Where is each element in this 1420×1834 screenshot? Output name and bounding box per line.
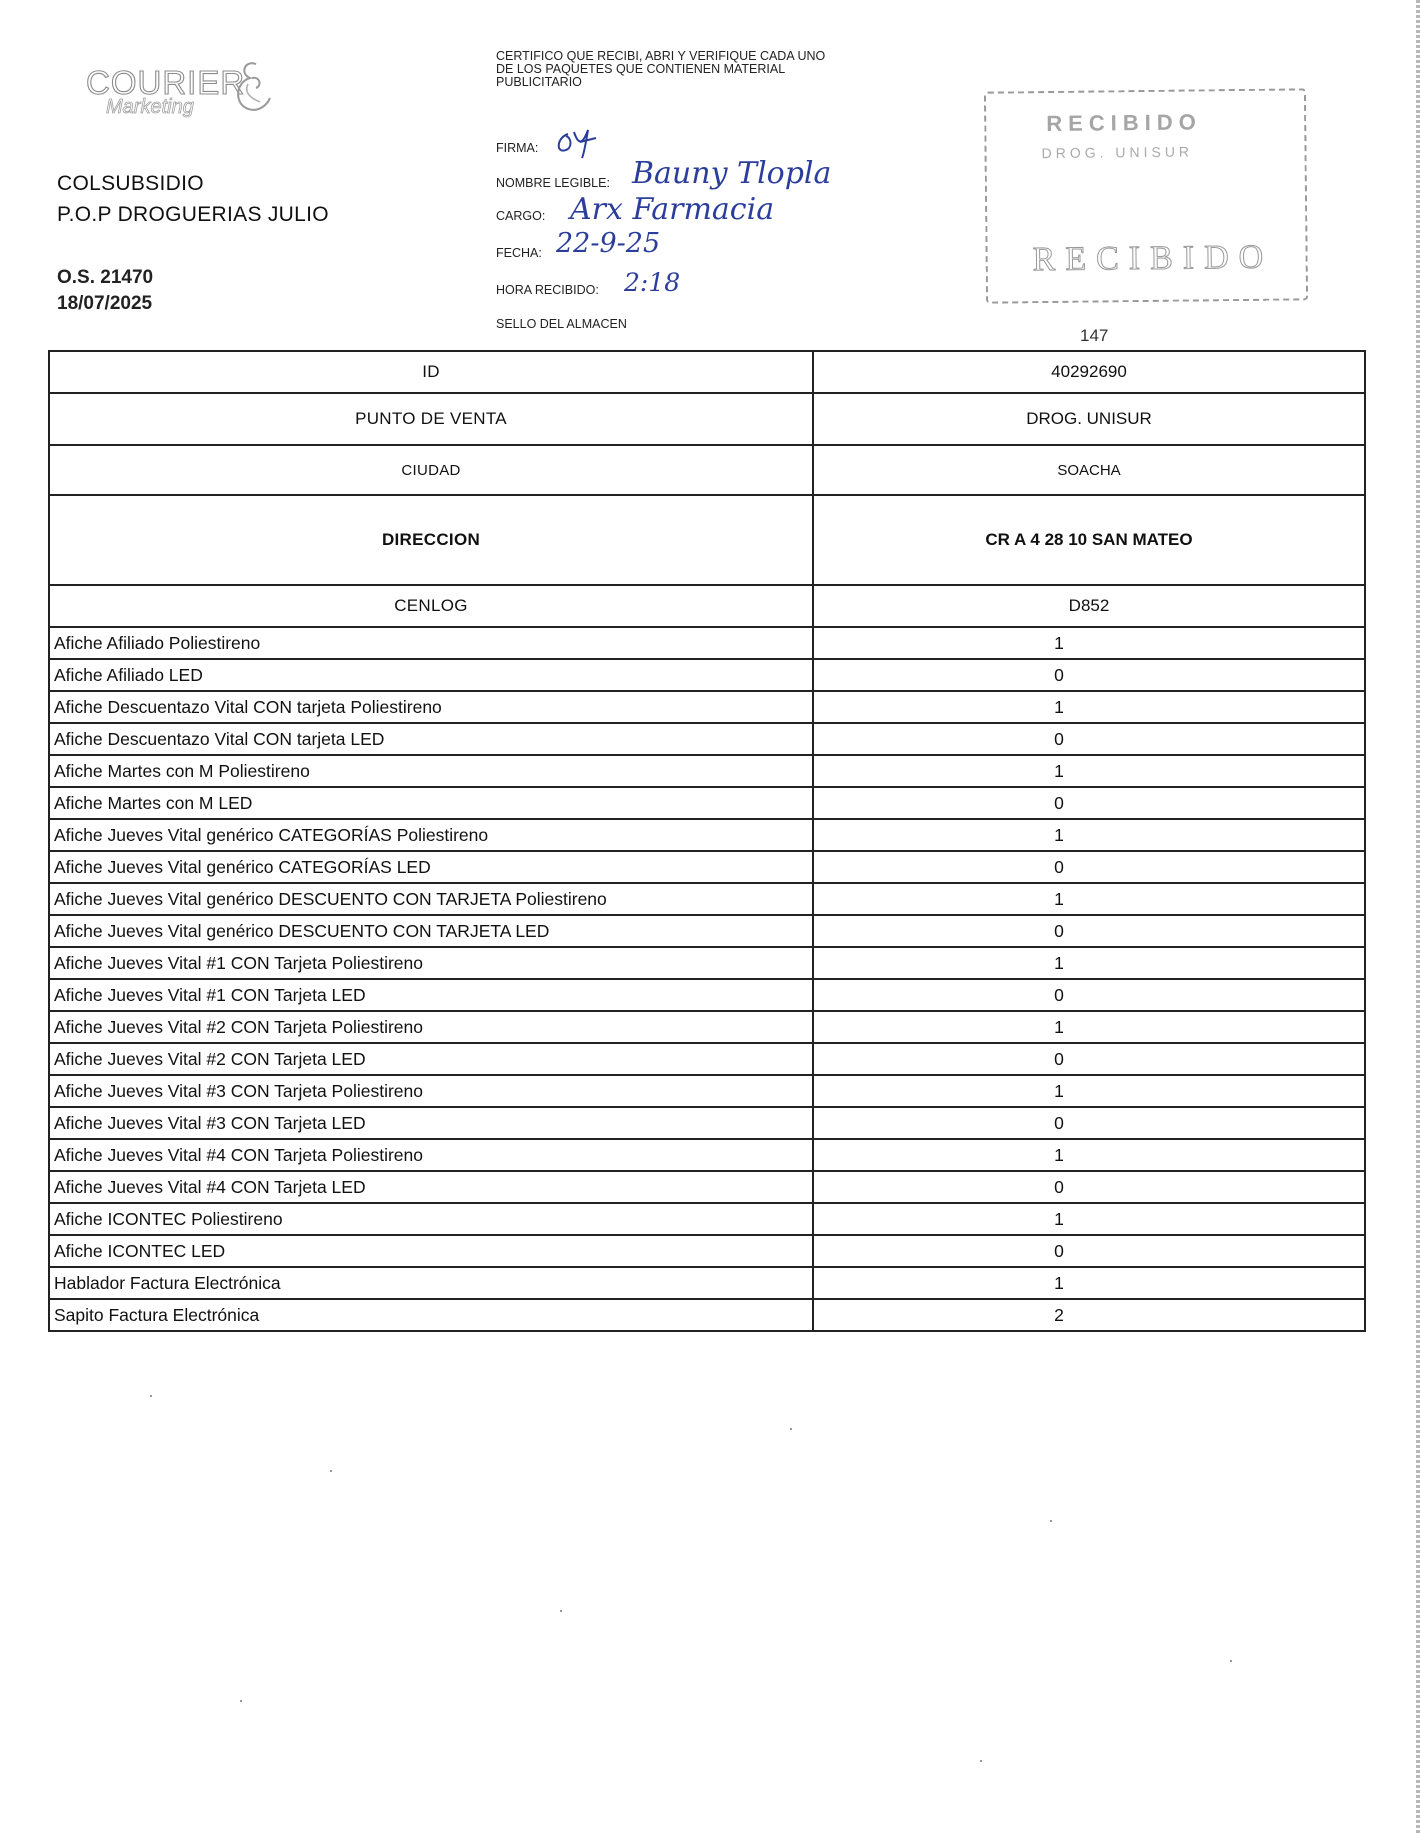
table-row: [49, 1171, 1365, 1203]
header-value: D852: [813, 585, 1365, 627]
item-quantity: 0: [813, 979, 1365, 1011]
item-name: Afiche Jueves Vital #1 CON Tarjeta LED: [49, 979, 813, 1011]
nombre-value: Bauny Tlopla: [632, 156, 832, 191]
item-name: Afiche Jueves Vital #3 CON Tarjeta Poliestireno: [49, 1075, 813, 1107]
table-row: [49, 819, 1365, 851]
item-name: Afiche Jueves Vital genérico DESCUENTO CON TARJETA Poliestireno: [49, 883, 813, 915]
item-quantity: 0: [813, 851, 1365, 883]
item-name: Afiche Jueves Vital #1 CON Tarjeta Poliestireno: [49, 947, 813, 979]
item-quantity: 1: [813, 1075, 1365, 1107]
item-name: Afiche Jueves Vital genérico DESCUENTO CON TARJETA LED: [49, 915, 813, 947]
sello-field: [496, 317, 627, 331]
item-name: Afiche ICONTEC Poliestireno: [49, 1203, 813, 1235]
table-row: [49, 1299, 1365, 1331]
courier-logo: [86, 58, 276, 128]
item-quantity: 0: [813, 915, 1365, 947]
item-name: Afiche Jueves Vital #2 CON Tarjeta Poliestireno: [49, 1011, 813, 1043]
table-row: [49, 1107, 1365, 1139]
item-name: Afiche Afiliado LED: [49, 659, 813, 691]
item-quantity: 0: [813, 659, 1365, 691]
nombre-field: [496, 176, 610, 190]
header-key: CIUDAD: [49, 445, 813, 495]
item-name: Afiche Martes con M Poliestireno: [49, 755, 813, 787]
campaign-name: P.O.P DROGUERIAS JULIO: [57, 203, 329, 226]
scan-speck: [790, 1428, 792, 1430]
table-row: [49, 1043, 1365, 1075]
header-value: 40292690: [813, 351, 1365, 393]
item-name: Afiche Martes con M LED: [49, 787, 813, 819]
sello-label: SELLO DEL ALMACEN: [496, 317, 627, 331]
item-quantity: 0: [813, 723, 1365, 755]
header-row-punto-venta: [49, 393, 1365, 445]
fecha-field: [496, 246, 542, 260]
item-quantity: 0: [813, 1107, 1365, 1139]
item-quantity: 0: [813, 1235, 1365, 1267]
item-rows: [49, 627, 1365, 1331]
header-key: PUNTO DE VENTA: [49, 393, 813, 445]
fecha-label: FECHA:: [496, 246, 542, 260]
warehouse-stamp: [984, 88, 1308, 303]
item-name: Afiche Afiliado Poliestireno: [49, 627, 813, 659]
table-row: [49, 915, 1365, 947]
logo-word: COURIER: [86, 64, 246, 101]
item-quantity: 0: [813, 787, 1365, 819]
fecha-value: 22-9-25: [556, 228, 661, 259]
cargo-label: CARGO:: [496, 209, 546, 223]
item-quantity: 1: [813, 883, 1365, 915]
header-key: CENLOG: [49, 585, 813, 627]
scan-speck: [150, 1395, 152, 1397]
certificate-text: CERTIFICO QUE RECIBI, ABRI Y VERIFIQUE CADA UNO DE LOS PAQUETES QUE CONTIENEN MATERIAL PUBLICITARIO: [496, 49, 826, 89]
header-value: SOACHA: [813, 445, 1365, 495]
table-row: [49, 1235, 1365, 1267]
stamp-line-3: RECIBIDO: [1032, 238, 1274, 279]
table-row: [49, 659, 1365, 691]
scan-speck: [560, 1610, 562, 1612]
table-row: [49, 723, 1365, 755]
firma-label: FIRMA:: [496, 141, 539, 155]
distribution-table: [48, 350, 1366, 1332]
table-row: [49, 851, 1365, 883]
signature-icon: [552, 124, 602, 160]
cargo-field: [496, 209, 545, 223]
header-key: DIRECCION: [49, 495, 813, 585]
item-name: Afiche Jueves Vital genérico CATEGORÍAS LED: [49, 851, 813, 883]
table-row: [49, 627, 1365, 659]
item-name: Afiche Descuentazo Vital CON tarjeta Poliestireno: [49, 691, 813, 723]
item-name: Hablador Factura Electrónica: [49, 1267, 813, 1299]
item-quantity: 0: [813, 1043, 1365, 1075]
scan-speck: [330, 1470, 332, 1472]
item-quantity: 1: [813, 947, 1365, 979]
item-quantity: 1: [813, 1267, 1365, 1299]
hora-label: HORA RECIBIDO:: [496, 283, 599, 297]
client-name: COLSUBSIDIO: [57, 172, 204, 195]
item-quantity: 1: [813, 819, 1365, 851]
item-name: Sapito Factura Electrónica: [49, 1299, 813, 1331]
header-row-ciudad: [49, 445, 1365, 495]
header-row-cenlog: [49, 585, 1365, 627]
table-row: [49, 1011, 1365, 1043]
header-row-id: [49, 351, 1365, 393]
item-quantity: 1: [813, 627, 1365, 659]
item-quantity: 1: [813, 1139, 1365, 1171]
item-name: Afiche Jueves Vital genérico CATEGORÍAS Poliestireno: [49, 819, 813, 851]
item-quantity: 1: [813, 691, 1365, 723]
table-row: [49, 1075, 1365, 1107]
table-row: [49, 1139, 1365, 1171]
header-value: DROG. UNISUR: [813, 393, 1365, 445]
table-row: [49, 755, 1365, 787]
scan-edge: [1416, 0, 1420, 1834]
table-row: [49, 787, 1365, 819]
scan-speck: [980, 1760, 982, 1762]
table-row: [49, 883, 1365, 915]
hora-field: [496, 283, 599, 297]
table-row: [49, 947, 1365, 979]
ampersand-logo-icon: [226, 58, 276, 126]
order-date: 18/07/2025: [57, 293, 153, 314]
scan-speck: [1050, 1520, 1052, 1522]
table-row: [49, 979, 1365, 1011]
hora-value: 2:18: [624, 268, 681, 297]
order-number: O.S. 21470: [57, 267, 154, 288]
item-name: Afiche Jueves Vital #2 CON Tarjeta LED: [49, 1043, 813, 1075]
header-value: CR A 4 28 10 SAN MATEO: [813, 495, 1365, 585]
header-key: ID: [49, 351, 813, 393]
item-name: Afiche Jueves Vital #4 CON Tarjeta LED: [49, 1171, 813, 1203]
header-row-direccion: [49, 495, 1365, 585]
item-name: Afiche Jueves Vital #3 CON Tarjeta LED: [49, 1107, 813, 1139]
cargo-value: Arx Farmacia: [570, 192, 775, 227]
item-quantity: 1: [813, 1011, 1365, 1043]
order-block: [57, 265, 153, 317]
table-row: [49, 1267, 1365, 1299]
firma-field: [496, 141, 538, 155]
table-row: [49, 691, 1365, 723]
page-number: 147: [1080, 326, 1109, 345]
item-quantity: 0: [813, 1171, 1365, 1203]
table-row: [49, 1203, 1365, 1235]
logo-sub: Marketing: [106, 96, 194, 118]
item-name: Afiche Descuentazo Vital CON tarjeta LED: [49, 723, 813, 755]
scan-speck: [1230, 1660, 1232, 1662]
stamp-line-2: DROG. UNISUR: [1041, 143, 1194, 162]
item-name: Afiche Jueves Vital #4 CON Tarjeta Poliestireno: [49, 1139, 813, 1171]
nombre-label: NOMBRE LEGIBLE:: [496, 176, 610, 190]
stamp-line-1: RECIBIDO: [1046, 109, 1202, 137]
scan-speck: [240, 1700, 242, 1702]
item-quantity: 1: [813, 755, 1365, 787]
item-quantity: 2: [813, 1299, 1365, 1331]
item-name: Afiche ICONTEC LED: [49, 1235, 813, 1267]
item-quantity: 1: [813, 1203, 1365, 1235]
client-block: [57, 168, 329, 230]
